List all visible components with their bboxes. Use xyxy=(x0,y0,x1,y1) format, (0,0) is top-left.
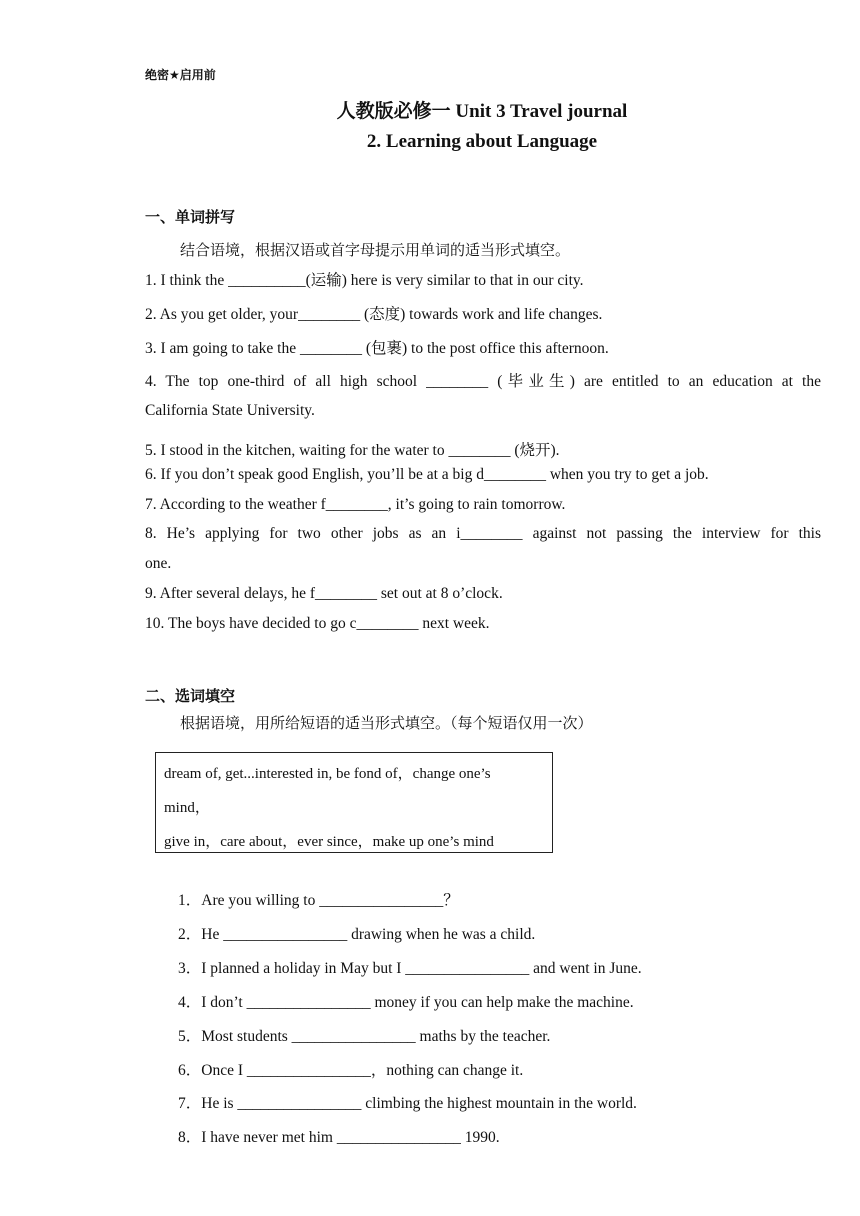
document-title: 人教版必修一 Unit 3 Travel journal xyxy=(336,101,628,122)
fill-item-1: 1．Are you willing to ________________？ xyxy=(178,892,459,909)
question-7: 7. According to the weather f________, it’s going to rain tomorrow. xyxy=(145,496,566,513)
question-6: 6. If you don’t speak good English, you’ll be at a big d________ when you try to get a job. xyxy=(145,466,709,483)
document-subtitle: 2. Learning about Language xyxy=(366,131,598,152)
phrase-box-line: give in，care about，ever since，make up one’s mind xyxy=(164,834,494,850)
fill-item-2: 2．He ________________ drawing when he was a child. xyxy=(178,926,536,943)
question-4-continued: California State University. xyxy=(145,402,315,419)
phrase-box-line: mind， xyxy=(164,800,210,816)
section2-instruction: 根据语境，用所给短语的适当形式填空。（每个短语仅用一次） xyxy=(180,714,593,732)
fill-item-4: 4．I don’t ________________ money if you can help make the machine. xyxy=(178,994,634,1011)
question-5: 5. I stood in the kitchen, waiting for the water to ________ (烧开). xyxy=(145,442,560,459)
question-4: 4. The top one-third of all high school ________ (毕业生) are entitled to an education at the xyxy=(145,373,821,390)
fill-item-5: 5．Most students ________________ maths by the teacher. xyxy=(178,1028,551,1045)
section2-heading: 二、选词填空 xyxy=(145,687,236,705)
fill-item-3: 3．I planned a holiday in May but I ________________ and went in June. xyxy=(178,960,642,977)
question-3: 3. I am going to take the ________ (包裹) to the post office this afternoon. xyxy=(145,340,609,357)
section1-heading: 一、单词拼写 xyxy=(145,208,236,226)
question-8: 8. He’s applying for two other jobs as an i________ against not passing the interview for this xyxy=(145,525,821,542)
phrase-box xyxy=(155,752,553,853)
question-8-continued: one. xyxy=(145,555,172,572)
question-2: 2. As you get older, your________ (态度) towards work and life changes. xyxy=(145,306,603,323)
fill-item-7: 7．He is ________________ climbing the highest mountain in the world. xyxy=(178,1095,637,1112)
confidential-label: 绝密★启用前 xyxy=(145,68,216,82)
fill-item-6: 6．Once I ________________，nothing can change it. xyxy=(178,1062,524,1079)
fill-item-8: 8．I have never met him ________________ 1990. xyxy=(178,1129,500,1146)
question-1: 1. I think the __________(运输) here is very similar to that in our city. xyxy=(145,272,584,289)
question-9: 9. After several delays, he f________ set out at 8 o’clock. xyxy=(145,585,503,602)
phrase-box-line: dream of, get...interested in, be fond of，change one’s xyxy=(164,766,491,782)
section1-instruction: 结合语境，根据汉语或首字母提示用单词的适当形式填空。 xyxy=(180,241,571,259)
question-10: 10. The boys have decided to go c________ next week. xyxy=(145,615,490,632)
